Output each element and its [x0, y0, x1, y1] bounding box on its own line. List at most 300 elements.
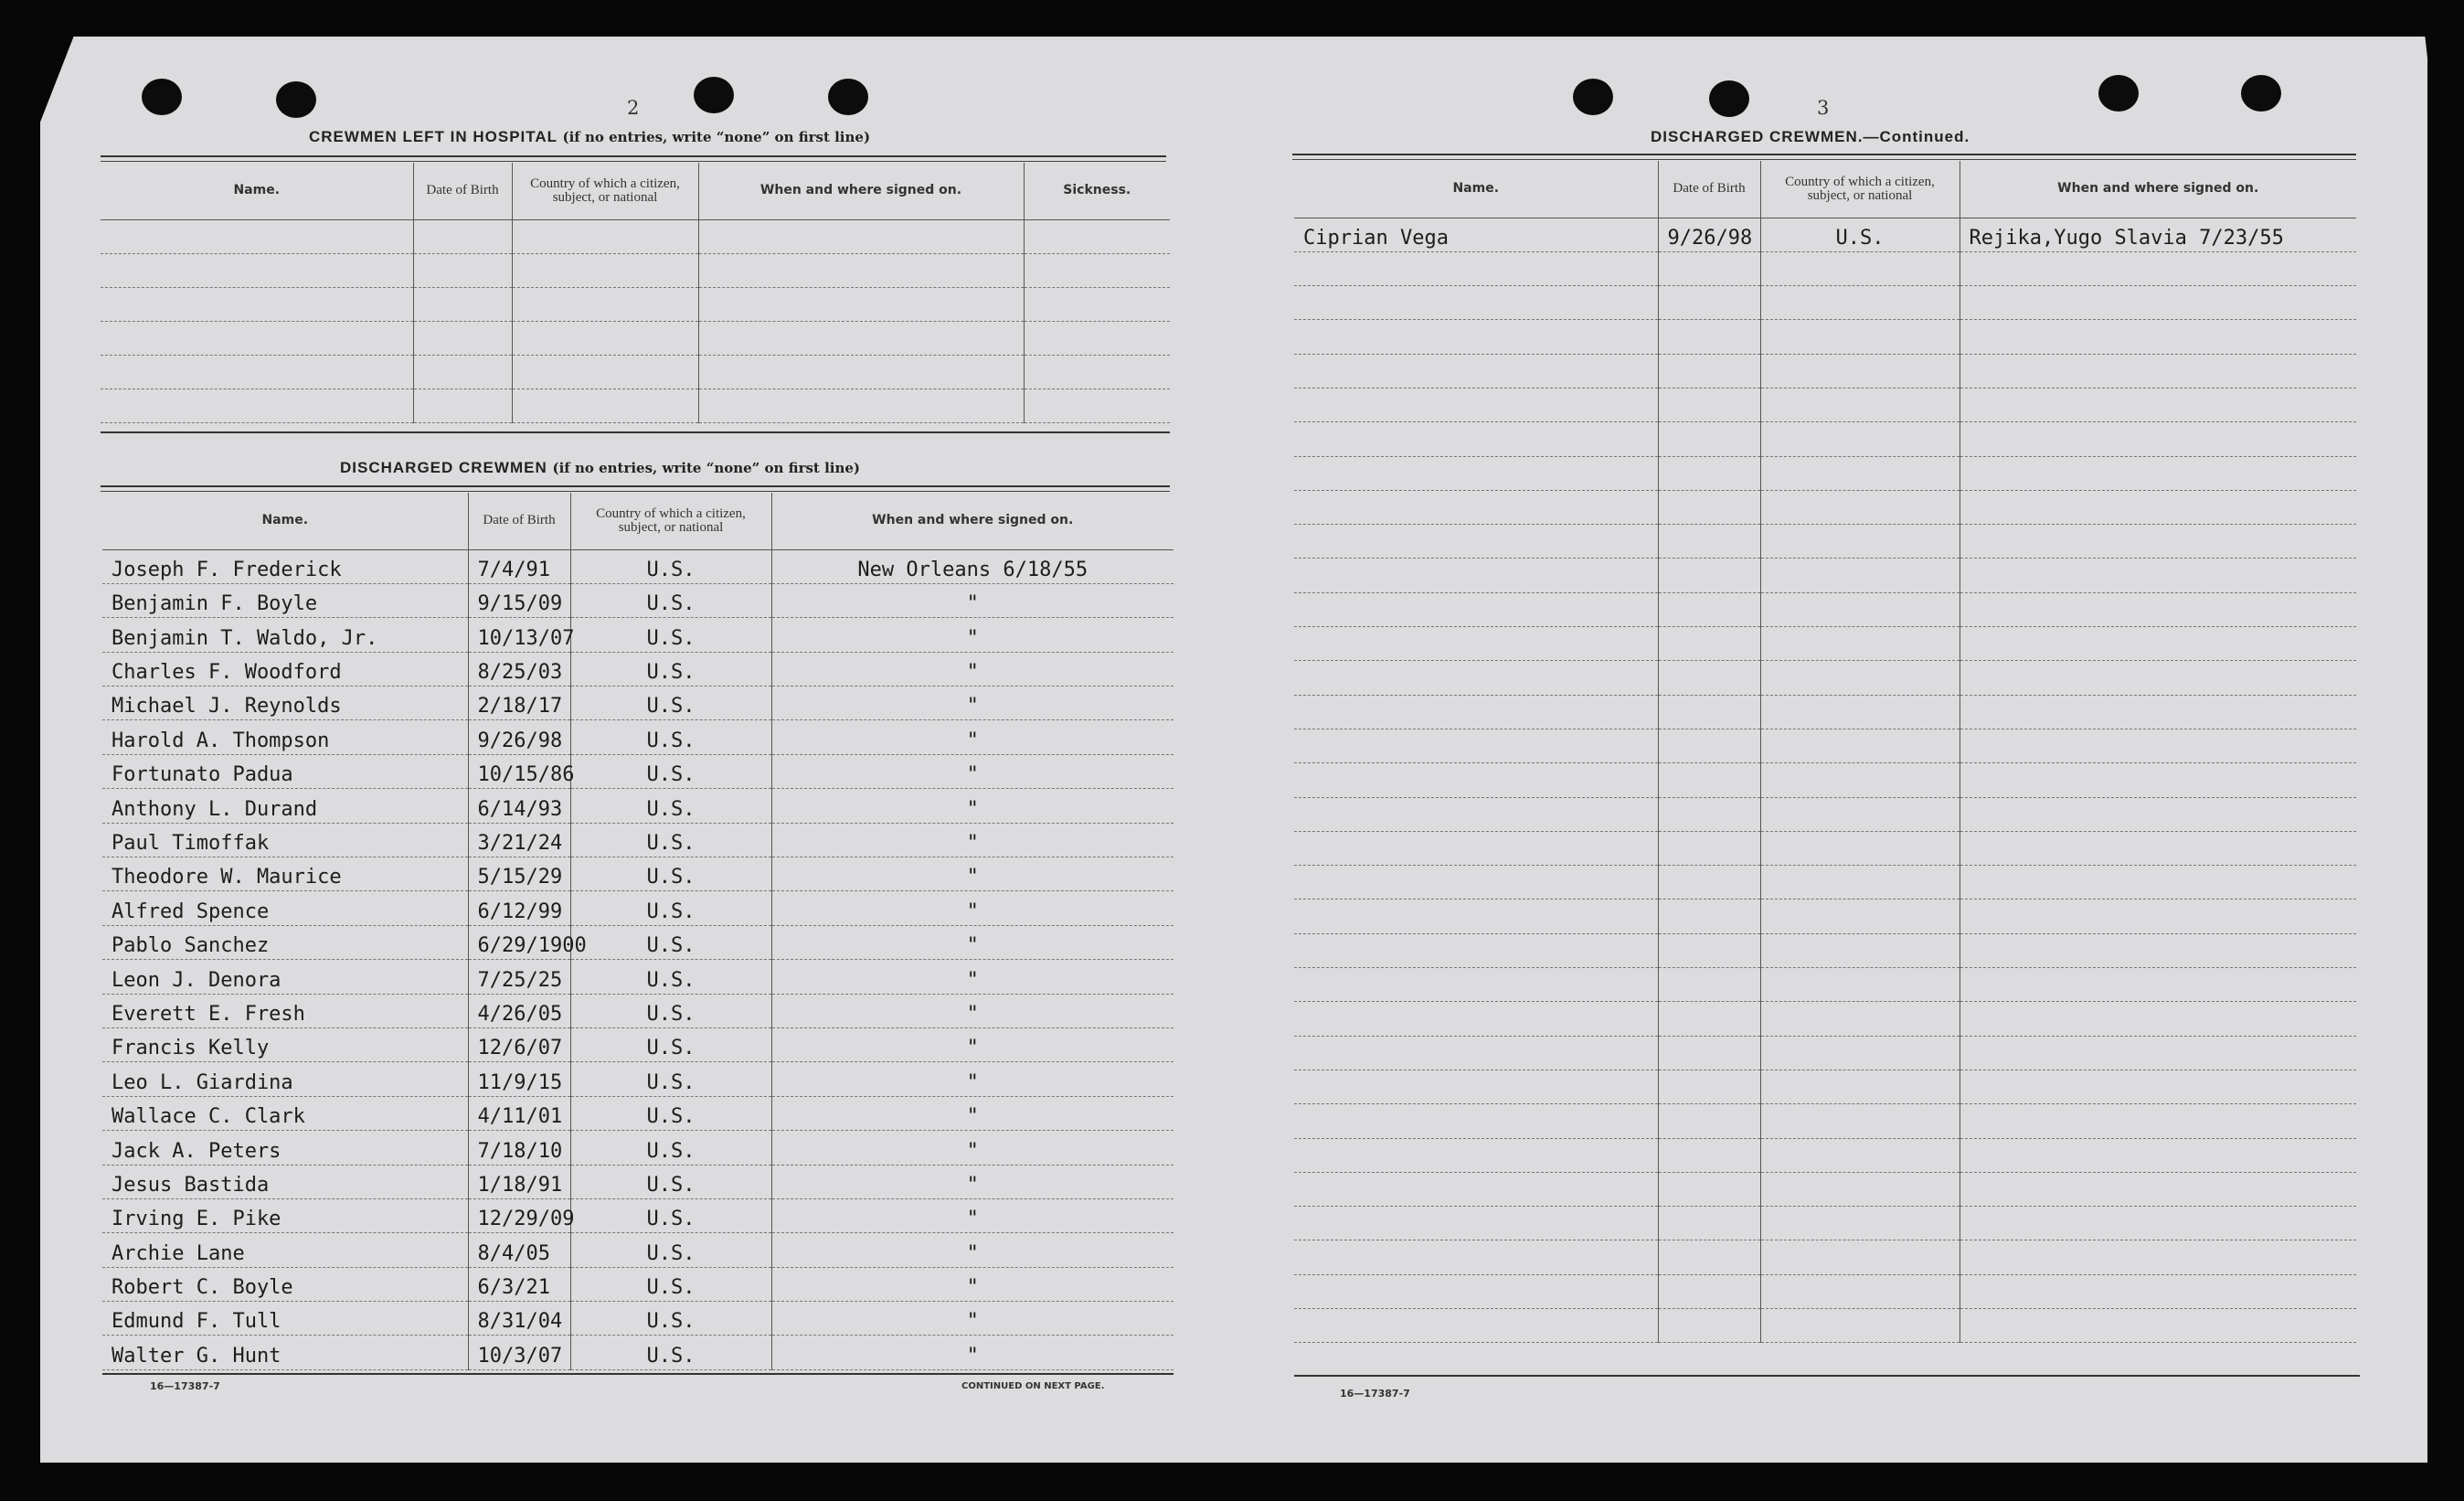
table-cell: U.S. — [570, 1027, 771, 1061]
table-cell — [1960, 354, 2356, 388]
table-cell: " — [771, 994, 1174, 1027]
hospital-subtitle-text: (if no entries, write “none” on first line) — [562, 129, 871, 145]
table-cell — [1760, 1104, 1960, 1138]
table-cell — [1658, 933, 1760, 967]
table-cell — [1294, 559, 1658, 592]
table-cell: 8/4/05 — [468, 1233, 570, 1267]
table-row — [102, 583, 1174, 617]
right-discharged-table — [1294, 161, 2356, 1343]
table-row — [1294, 968, 2356, 1002]
table-cell: 3/21/24 — [468, 823, 570, 857]
table-cell — [1960, 1104, 2356, 1138]
table-row — [101, 321, 1170, 355]
table-cell — [1294, 866, 1658, 900]
table-cell: U.S. — [570, 1267, 771, 1301]
table-cell: " — [771, 960, 1174, 994]
table-cell — [1760, 388, 1960, 421]
table-cell: Charles F. Woodford — [102, 652, 468, 686]
table-cell: " — [771, 1027, 1174, 1061]
table-cell: U.S. — [570, 618, 771, 652]
table-cell — [1658, 286, 1760, 320]
table-row — [1294, 1240, 2356, 1274]
table-cell — [698, 355, 1024, 389]
table-cell — [512, 253, 698, 287]
table-cell — [1658, 490, 1760, 524]
table-cell — [1658, 525, 1760, 559]
table-row — [102, 1027, 1174, 1061]
table-cell — [1024, 219, 1170, 253]
table-cell: 9/26/98 — [1658, 218, 1760, 251]
page-number-left: 2 — [627, 97, 640, 119]
table-cell — [1024, 287, 1170, 321]
discharged-top-rule — [101, 485, 1170, 487]
table-cell — [1658, 729, 1760, 762]
table-cell: " — [771, 1233, 1174, 1267]
table-cell — [1024, 389, 1170, 422]
table-cell — [1960, 251, 2356, 285]
table-cell: " — [771, 1336, 1174, 1369]
table-cell — [1760, 729, 1960, 762]
table-row — [1294, 1138, 2356, 1172]
table-cell: 10/13/07 — [468, 618, 570, 652]
table-cell — [1960, 1172, 2356, 1206]
table-cell — [413, 355, 512, 389]
right-bottom-rule — [1294, 1375, 2360, 1377]
table-row — [1294, 1002, 2356, 1036]
discharged-section-title — [340, 459, 860, 477]
table-cell — [1658, 797, 1760, 831]
right-header-name: Name. — [1294, 161, 1658, 218]
table-cell — [101, 321, 413, 355]
table-cell: " — [771, 789, 1174, 823]
table-row — [102, 994, 1174, 1027]
table-cell — [1760, 1309, 1960, 1343]
table-row — [1294, 1070, 2356, 1103]
discharged-header-country: Country of which a citizen, subject, or national — [570, 493, 771, 549]
table-cell: Harold A. Thompson — [102, 720, 468, 754]
table-cell: U.S. — [570, 789, 771, 823]
table-cell: Leon J. Denora — [102, 960, 468, 994]
table-cell — [1760, 592, 1960, 626]
discharged-subtitle-text: (if no entries, write “none” on first line) — [552, 460, 861, 476]
table-cell: 11/9/15 — [468, 1062, 570, 1096]
table-cell — [1294, 763, 1658, 797]
table-cell — [1960, 729, 2356, 762]
table-cell — [1760, 900, 1960, 933]
table-cell: " — [771, 1198, 1174, 1232]
table-cell — [1960, 592, 2356, 626]
table-cell: " — [771, 925, 1174, 959]
table-cell: 9/26/98 — [468, 720, 570, 754]
table-cell — [1960, 1240, 2356, 1274]
table-cell — [1294, 1309, 1658, 1343]
table-cell — [1960, 320, 2356, 354]
table-cell: " — [771, 1131, 1174, 1165]
table-cell — [1294, 320, 1658, 354]
table-cell: U.S. — [570, 1062, 771, 1096]
table-row — [102, 823, 1174, 857]
table-cell — [1658, 900, 1760, 933]
punch-hole — [694, 77, 734, 113]
table-row — [101, 287, 1170, 321]
table-cell: U.S. — [570, 583, 771, 617]
table-cell — [1760, 1274, 1960, 1308]
punch-hole — [2241, 75, 2281, 112]
table-cell: Joseph F. Frederick — [102, 549, 468, 583]
table-cell — [1960, 831, 2356, 865]
hospital-section-title — [309, 128, 870, 146]
table-cell: 12/29/09 — [468, 1198, 570, 1232]
table-cell — [1658, 1002, 1760, 1036]
table-cell — [1294, 1036, 1658, 1070]
table-cell: Anthony L. Durand — [102, 789, 468, 823]
table-cell — [1658, 1070, 1760, 1103]
table-cell — [1760, 1172, 1960, 1206]
table-row — [102, 891, 1174, 925]
table-cell: U.S. — [570, 823, 771, 857]
table-row — [102, 1096, 1174, 1130]
table-cell — [512, 219, 698, 253]
hospital-title-text: CREWMEN LEFT IN HOSPITAL — [309, 128, 558, 145]
table-cell: Archie Lane — [102, 1233, 468, 1267]
table-cell — [1658, 251, 1760, 285]
table-row — [102, 1302, 1174, 1336]
table-cell: Robert C. Boyle — [102, 1267, 468, 1301]
table-row — [1294, 1207, 2356, 1240]
table-row — [102, 1131, 1174, 1165]
table-cell — [1960, 763, 2356, 797]
table-cell — [698, 219, 1024, 253]
punch-hole — [2098, 75, 2139, 112]
table-cell — [1294, 422, 1658, 456]
table-cell — [1760, 1207, 1960, 1240]
table-row — [1294, 525, 2356, 559]
table-cell — [1760, 490, 1960, 524]
table-cell: 6/12/99 — [468, 891, 570, 925]
table-cell: U.S. — [570, 1096, 771, 1130]
table-row — [101, 389, 1170, 422]
right-header-signed-on: When and where signed on. — [1960, 161, 2356, 218]
table-row — [1294, 456, 2356, 490]
table-row — [101, 355, 1170, 389]
table-cell — [1294, 354, 1658, 388]
discharged-header-signed-on: When and where signed on. — [771, 493, 1174, 549]
table-row — [1294, 763, 2356, 797]
table-cell — [101, 219, 413, 253]
table-cell — [1294, 1070, 1658, 1103]
table-cell — [1760, 831, 1960, 865]
table-cell — [1760, 422, 1960, 456]
table-cell — [1760, 763, 1960, 797]
table-row — [102, 687, 1174, 720]
table-cell: U.S. — [570, 960, 771, 994]
table-cell — [1760, 866, 1960, 900]
table-cell: New Orleans 6/18/55 — [771, 549, 1174, 583]
table-cell: Paul Timoffak — [102, 823, 468, 857]
table-cell — [1760, 627, 1960, 661]
table-cell — [1960, 1207, 2356, 1240]
table-cell — [1294, 525, 1658, 559]
table-cell — [1294, 968, 1658, 1002]
table-cell: " — [771, 583, 1174, 617]
table-cell: 5/15/29 — [468, 857, 570, 891]
table-row — [1294, 251, 2356, 285]
table-cell — [1294, 831, 1658, 865]
discharged-top-rule-2 — [101, 491, 1170, 492]
table-cell — [1294, 900, 1658, 933]
table-row — [102, 1233, 1174, 1267]
right-top-rule-2 — [1292, 159, 2356, 160]
table-cell: " — [771, 652, 1174, 686]
table-cell — [1760, 559, 1960, 592]
table-cell: U.S. — [570, 1302, 771, 1336]
table-cell — [1658, 661, 1760, 695]
table-cell: Ciprian Vega — [1294, 218, 1658, 251]
hospital-top-rule — [101, 155, 1166, 157]
table-cell: " — [771, 857, 1174, 891]
table-cell: U.S. — [1760, 218, 1960, 251]
table-cell: " — [771, 823, 1174, 857]
table-cell — [1960, 1309, 2356, 1343]
table-cell — [1294, 661, 1658, 695]
table-cell — [1960, 866, 2356, 900]
table-cell — [413, 321, 512, 355]
table-cell: Jack A. Peters — [102, 1131, 468, 1165]
table-cell: " — [771, 754, 1174, 788]
table-cell — [1658, 422, 1760, 456]
table-cell: Alfred Spence — [102, 891, 468, 925]
table-cell: U.S. — [570, 549, 771, 583]
right-top-rule — [1292, 154, 2356, 155]
table-cell — [1760, 1240, 1960, 1274]
form-code-left: 16—17387-7 — [150, 1380, 220, 1392]
right-section-title: DISCHARGED CREWMEN.—Continued. — [1651, 128, 1970, 145]
table-cell — [1294, 695, 1658, 729]
discharged-header-dob: Date of Birth — [468, 493, 570, 549]
table-cell: Walter G. Hunt — [102, 1336, 468, 1369]
table-cell — [698, 253, 1024, 287]
table-row — [1294, 831, 2356, 865]
table-row — [102, 1165, 1174, 1198]
table-row — [1294, 661, 2356, 695]
table-cell: Theodore W. Maurice — [102, 857, 468, 891]
hospital-bottom-rule — [101, 431, 1170, 433]
table-cell: 6/14/93 — [468, 789, 570, 823]
table-cell — [1658, 1172, 1760, 1206]
discharged-bottom-rule — [102, 1373, 1174, 1375]
table-cell — [1294, 490, 1658, 524]
table-cell — [1658, 695, 1760, 729]
table-cell — [1294, 1138, 1658, 1172]
table-cell — [413, 253, 512, 287]
table-cell — [1960, 627, 2356, 661]
table-row — [1294, 627, 2356, 661]
table-cell — [1960, 661, 2356, 695]
table-cell: 6/3/21 — [468, 1267, 570, 1301]
table-cell: 1/18/91 — [468, 1165, 570, 1198]
table-cell — [1960, 456, 2356, 490]
punch-hole — [276, 81, 316, 118]
table-cell — [512, 321, 698, 355]
table-cell: " — [771, 891, 1174, 925]
table-cell — [1760, 1070, 1960, 1103]
table-cell: 6/29/1900 — [468, 925, 570, 959]
table-cell — [1658, 354, 1760, 388]
table-cell — [1294, 1207, 1658, 1240]
table-cell — [1658, 592, 1760, 626]
table-cell: 7/18/10 — [468, 1131, 570, 1165]
table-row — [102, 618, 1174, 652]
table-row — [1294, 729, 2356, 762]
table-cell — [1294, 933, 1658, 967]
table-cell — [101, 253, 413, 287]
table-cell — [1760, 797, 1960, 831]
discharged-table — [102, 493, 1174, 1370]
table-cell — [1760, 1002, 1960, 1036]
table-cell: " — [771, 1302, 1174, 1336]
table-cell — [1960, 968, 2356, 1002]
table-cell — [1658, 968, 1760, 1002]
table-row — [1294, 490, 2356, 524]
table-row — [102, 754, 1174, 788]
form-code-right: 16—17387-7 — [1340, 1388, 1410, 1400]
hospital-header-name: Name. — [101, 163, 413, 219]
table-cell — [512, 355, 698, 389]
table-row — [101, 219, 1170, 253]
table-cell: U.S. — [570, 925, 771, 959]
table-cell — [1658, 559, 1760, 592]
table-cell: " — [771, 1165, 1174, 1198]
table-cell — [1024, 355, 1170, 389]
table-cell — [698, 287, 1024, 321]
table-row — [102, 789, 1174, 823]
table-cell — [1760, 320, 1960, 354]
table-cell — [1960, 1070, 2356, 1103]
table-cell — [1960, 286, 2356, 320]
hospital-header-dob: Date of Birth — [413, 163, 512, 219]
table-cell — [1658, 1240, 1760, 1274]
punch-hole — [1709, 80, 1749, 117]
table-cell — [1658, 1207, 1760, 1240]
discharged-header-name: Name. — [102, 493, 468, 549]
table-cell: U.S. — [570, 754, 771, 788]
table-cell — [1658, 1104, 1760, 1138]
table-cell: U.S. — [570, 1198, 771, 1232]
table-cell — [1960, 1274, 2356, 1308]
table-cell: " — [771, 618, 1174, 652]
table-cell — [1760, 968, 1960, 1002]
table-cell — [1960, 695, 2356, 729]
table-cell: Benjamin T. Waldo, Jr. — [102, 618, 468, 652]
table-cell — [1658, 1274, 1760, 1308]
table-row — [1294, 286, 2356, 320]
table-cell — [1760, 525, 1960, 559]
table-cell: 7/4/91 — [468, 549, 570, 583]
table-cell: Everett E. Fresh — [102, 994, 468, 1027]
table-cell: U.S. — [570, 1336, 771, 1369]
table-cell — [1294, 1104, 1658, 1138]
table-cell: 4/11/01 — [468, 1096, 570, 1130]
table-row — [1294, 933, 2356, 967]
hospital-header-sickness: Sickness. — [1024, 163, 1170, 219]
table-cell — [1960, 900, 2356, 933]
discharged-title-text: DISCHARGED CREWMEN — [340, 459, 547, 476]
table-cell — [1960, 525, 2356, 559]
table-cell: 2/18/17 — [468, 687, 570, 720]
table-cell — [1294, 388, 1658, 421]
table-cell: Wallace C. Clark — [102, 1096, 468, 1130]
table-cell — [1294, 592, 1658, 626]
table-cell — [101, 389, 413, 422]
table-cell — [1658, 1036, 1760, 1070]
table-cell: Francis Kelly — [102, 1027, 468, 1061]
table-row — [1294, 1104, 2356, 1138]
table-cell — [1960, 797, 2356, 831]
table-cell — [1658, 866, 1760, 900]
table-cell — [1760, 695, 1960, 729]
table-cell — [1960, 422, 2356, 456]
table-row — [1294, 1036, 2356, 1070]
table-cell — [1960, 933, 2356, 967]
hospital-top-rule-2 — [101, 161, 1166, 162]
table-cell: Fortunato Padua — [102, 754, 468, 788]
table-row — [1294, 797, 2356, 831]
table-row — [1294, 218, 2356, 251]
table-row — [102, 1336, 1174, 1369]
table-row — [102, 960, 1174, 994]
table-cell — [1658, 456, 1760, 490]
hospital-header-country: Country of which a citizen, subject, or national — [512, 163, 698, 219]
table-cell — [512, 389, 698, 422]
hospital-table — [101, 163, 1170, 423]
table-cell — [1294, 1002, 1658, 1036]
table-cell — [1294, 251, 1658, 285]
table-cell — [698, 389, 1024, 422]
table-cell — [1294, 1240, 1658, 1274]
table-row — [1294, 388, 2356, 421]
table-cell — [1658, 1138, 1760, 1172]
table-row — [1294, 1309, 2356, 1343]
table-cell — [1960, 1138, 2356, 1172]
table-cell — [1294, 797, 1658, 831]
table-cell: " — [771, 1267, 1174, 1301]
table-row — [1294, 695, 2356, 729]
table-cell — [1760, 251, 1960, 285]
table-cell: Leo L. Giardina — [102, 1062, 468, 1096]
table-cell: 10/15/86 — [468, 754, 570, 788]
table-cell — [1960, 1002, 2356, 1036]
table-cell — [1760, 1036, 1960, 1070]
table-cell — [1658, 1309, 1760, 1343]
table-cell — [1760, 933, 1960, 967]
table-cell: " — [771, 1062, 1174, 1096]
page-number-right: 3 — [1817, 97, 1830, 119]
table-cell — [1960, 1036, 2356, 1070]
table-cell — [1294, 1274, 1658, 1308]
table-row — [102, 1198, 1174, 1232]
table-cell: Benjamin F. Boyle — [102, 583, 468, 617]
table-row — [102, 720, 1174, 754]
table-row — [102, 549, 1174, 583]
table-cell — [512, 287, 698, 321]
table-row — [1294, 422, 2356, 456]
table-cell: U.S. — [570, 1233, 771, 1267]
table-cell — [1294, 286, 1658, 320]
table-row — [1294, 866, 2356, 900]
continued-note: CONTINUED ON NEXT PAGE. — [961, 1381, 1105, 1391]
table-row — [101, 253, 1170, 287]
table-cell: 9/15/09 — [468, 583, 570, 617]
